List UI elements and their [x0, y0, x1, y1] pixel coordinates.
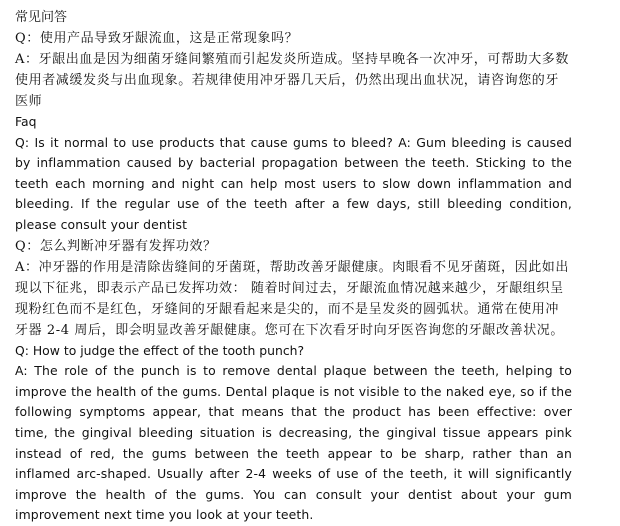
en-answer-2: A: The role of the punch is to remove dental plaque between the teeth, helping to improve the health of the gums. Dental plaque is not visible to the naked eye, so if the following symptoms appear, that means that the product has been effective: over time, the gingival bleeding situation is decreasing, the gingival tissue appears pink instead of red, the gums between the teeth appear to be sharp, rather than an inflamed arc-shaped. Usually after 2-4 weeks of use of the teeth, it will significantly improve the health of the gums. You can consult your dentist about your gum improvement next time you look at your teeth. — [15, 363, 572, 523]
en-question-1: Q: Is it normal to use products that cause gums to bleed? — [15, 134, 393, 150]
cn-answer-1: A：牙龈出血是因为细菌牙缝间繁殖而引起发炎所造成。坚持早晚各一次冲牙，可帮助大多数使用者减缓发炎与出血现象。若规律使用冲牙器几天后，仍然出现出血状况，请咨询您的牙医师 — [15, 52, 569, 109]
en-qa-1 — [15, 133, 572, 236]
en-faq-title: Faq — [15, 114, 37, 129]
cn-answer-2: A：冲牙器的作用是清除齿缝间的牙菌斑，帮助改善牙龈健康。肉眼看不见牙菌斑，因此如出现以下征兆，即表示产品已发挥功效： 随着时间过去，牙龈流血情况越来越少，牙龈组织呈现粉红色而不是红色，牙缝间的牙龈看起来是尖的，而不是呈发炎的圆弧状。通常在使用冲牙器 2-4 周后，即会明显改善牙龈健康。您可在下次看牙时向牙医咨询您的牙龈改善状况。 — [15, 259, 569, 338]
en-question-2: Q: How to judge the effect of the tooth punch? — [15, 342, 305, 358]
en-answer-1: A: Gum bleeding is caused by inflammation caused by bacterial propagation between the teeth. Sticking to the teeth each morning and night can help most users to slow down inflammation and bleeding. If the regular use of the teeth after a few days, still bleeding condition, please consult your dentist — [15, 134, 572, 232]
faq-document — [15, 8, 572, 526]
cn-question-2: Q：怎么判断冲牙器有发挥功效？ — [15, 238, 217, 254]
cn-faq-title: 常见问答 — [15, 10, 68, 25]
cn-question-1: Q：使用产品导致牙龈流血，这是正常现象吗？ — [15, 31, 299, 46]
